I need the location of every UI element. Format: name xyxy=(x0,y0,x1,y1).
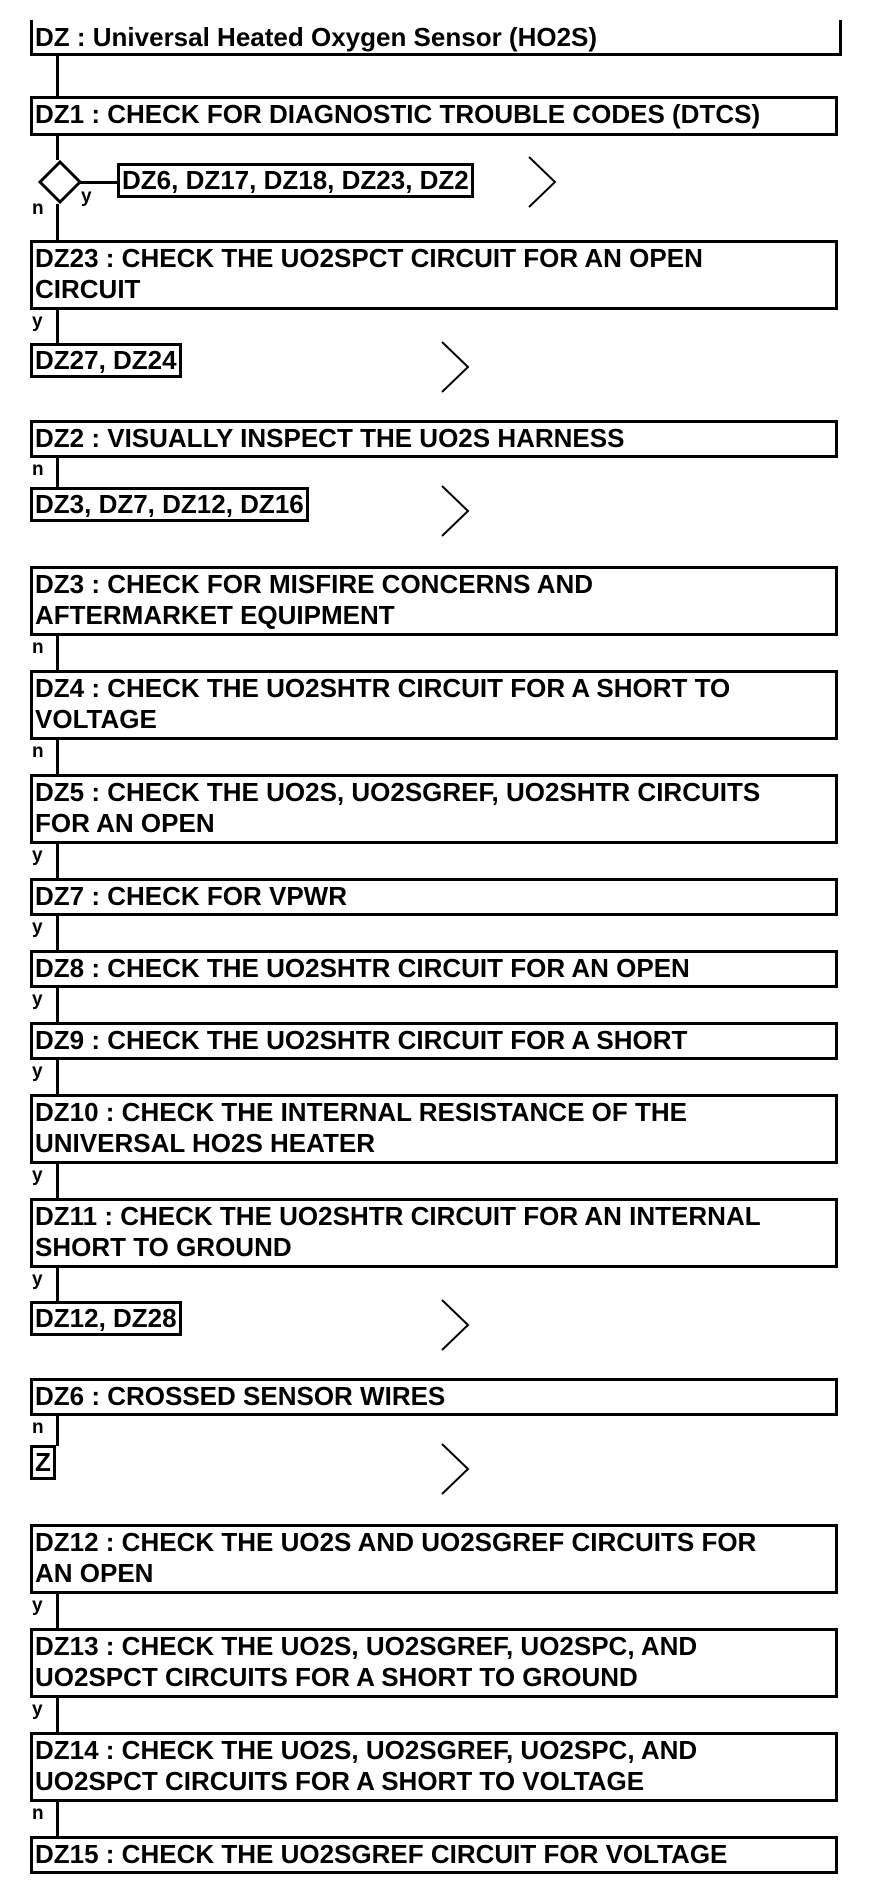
step-dz15: DZ15 : CHECK THE UO2SGREF CIRCUIT FOR VOLTAGE xyxy=(30,1836,838,1874)
link-box-dz23-yes[interactable]: DZ27, DZ24 xyxy=(30,343,182,378)
step-dz12: DZ12 : CHECK THE UO2S AND UO2SGREF CIRCUITS FOR AN OPEN xyxy=(30,1524,838,1594)
link-box-dz1-yes[interactable]: DZ6, DZ17, DZ18, DZ23, DZ2 xyxy=(117,163,474,198)
branch-label-y: y xyxy=(32,311,43,332)
branch-label-y: y xyxy=(32,989,43,1010)
connector-line xyxy=(56,988,59,1022)
step-dz14: DZ14 : CHECK THE UO2S, UO2SGREF, UO2SPC, AND UO2SPCT CIRCUITS FOR A SHORT TO VOLTAGE xyxy=(30,1732,838,1802)
connector-line xyxy=(56,1802,59,1836)
connector-line xyxy=(56,636,59,670)
branch-label-n: n xyxy=(32,198,44,219)
connector-line xyxy=(56,1268,59,1302)
link-box-dz11-yes[interactable]: DZ12, DZ28 xyxy=(30,1301,182,1336)
branch-label-y: y xyxy=(32,1699,43,1720)
chevron-right-icon[interactable] xyxy=(527,155,557,209)
branch-label-n: n xyxy=(32,1803,44,1824)
branch-label-y: y xyxy=(81,186,92,207)
connector-line xyxy=(56,1698,59,1732)
connector-line xyxy=(56,916,59,950)
step-dz11: DZ11 : CHECK THE UO2SHTR CIRCUIT FOR AN INTERNAL SHORT TO GROUND xyxy=(30,1198,838,1268)
chevron-right-icon[interactable] xyxy=(440,1442,470,1496)
branch-label-y: y xyxy=(32,1165,43,1186)
step-dz9: DZ9 : CHECK THE UO2SHTR CIRCUIT FOR A SHORT xyxy=(30,1022,838,1060)
branch-label-n: n xyxy=(32,1417,44,1438)
connector-line xyxy=(56,310,59,344)
step-dz10: DZ10 : CHECK THE INTERNAL RESISTANCE OF THE UNIVERSAL HO2S HEATER xyxy=(30,1094,838,1164)
connector-line xyxy=(56,1416,59,1446)
connector-line xyxy=(56,1164,59,1198)
connector-line xyxy=(56,204,59,240)
branch-label-y: y xyxy=(32,917,43,938)
step-dz7: DZ7 : CHECK FOR VPWR xyxy=(30,878,838,916)
header-title: DZ : Universal Heated Oxygen Sensor (HO2S) xyxy=(30,20,842,56)
step-dz13: DZ13 : CHECK THE UO2S, UO2SGREF, UO2SPC, AND UO2SPCT CIRCUITS FOR A SHORT TO GROUND xyxy=(30,1628,838,1698)
chevron-right-icon[interactable] xyxy=(440,1298,470,1352)
connector-line xyxy=(56,458,59,488)
chevron-right-icon[interactable] xyxy=(440,340,470,394)
connector-line xyxy=(56,740,59,774)
branch-label-n: n xyxy=(32,459,44,480)
link-box-dz6-no[interactable]: Z xyxy=(30,1445,56,1480)
branch-label-y: y xyxy=(32,1269,43,1290)
step-dz8: DZ8 : CHECK THE UO2SHTR CIRCUIT FOR AN OPEN xyxy=(30,950,838,988)
branch-label-n: n xyxy=(32,741,44,762)
step-dz4: DZ4 : CHECK THE UO2SHTR CIRCUIT FOR A SHORT TO VOLTAGE xyxy=(30,670,838,740)
step-dz6: DZ6 : CROSSED SENSOR WIRES xyxy=(30,1378,838,1416)
step-dz2: DZ2 : VISUALLY INSPECT THE UO2S HARNESS xyxy=(30,420,838,458)
connector-line xyxy=(56,844,59,878)
connector-line xyxy=(56,136,59,160)
step-dz23: DZ23 : CHECK THE UO2SPCT CIRCUIT FOR AN OPEN CIRCUIT xyxy=(30,240,838,310)
connector-line xyxy=(56,1594,59,1628)
branch-label-y: y xyxy=(32,845,43,866)
decision-diamond-icon xyxy=(38,160,82,204)
branch-label-n: n xyxy=(32,637,44,658)
step-dz5: DZ5 : CHECK THE UO2S, UO2SGREF, UO2SHTR CIRCUITS FOR AN OPEN xyxy=(30,774,838,844)
step-dz3: DZ3 : CHECK FOR MISFIRE CONCERNS AND AFTERMARKET EQUIPMENT xyxy=(30,566,838,636)
step-dz1: DZ1 : CHECK FOR DIAGNOSTIC TROUBLE CODES (DTCS) xyxy=(30,96,838,136)
link-box-dz2-no[interactable]: DZ3, DZ7, DZ12, DZ16 xyxy=(30,487,309,522)
connector-line xyxy=(56,56,59,96)
connector-line xyxy=(56,1060,59,1094)
branch-label-y: y xyxy=(32,1595,43,1616)
connector-line xyxy=(80,181,120,184)
branch-label-y: y xyxy=(32,1061,43,1082)
chevron-right-icon[interactable] xyxy=(440,484,470,538)
